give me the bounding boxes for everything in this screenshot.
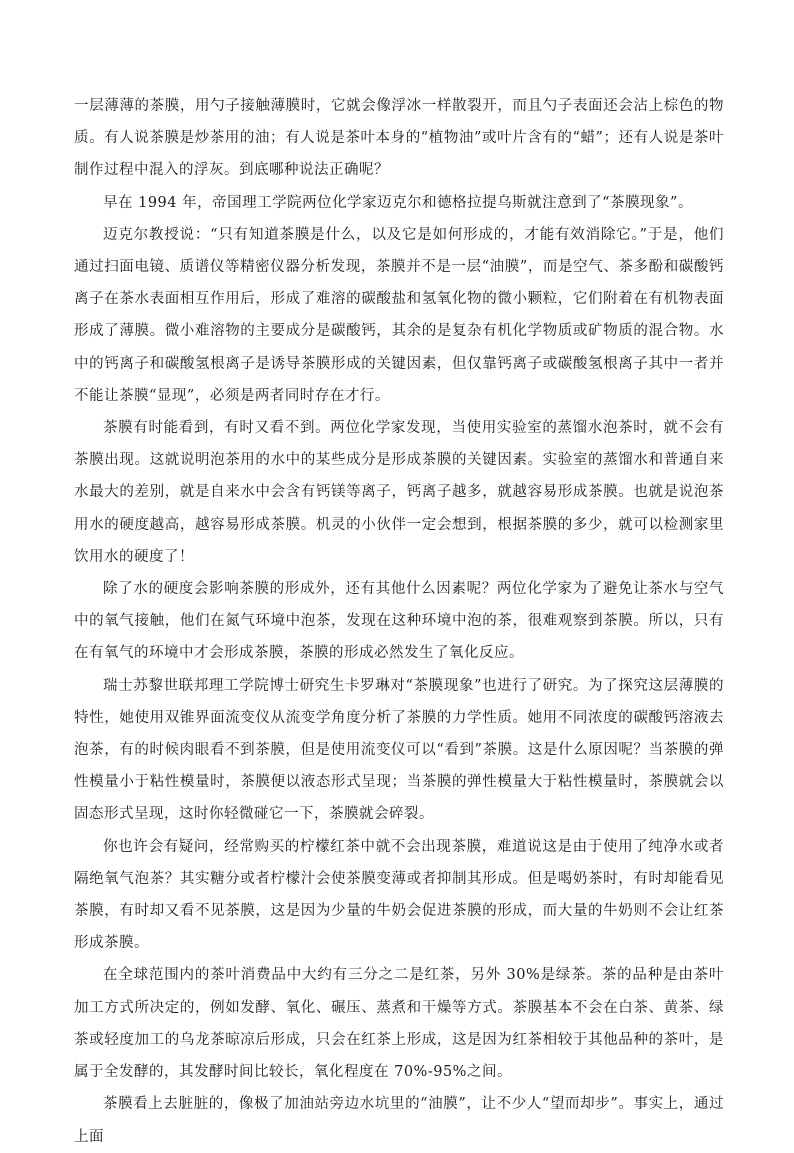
paragraph-7: 你也许会有疑问，经常购买的柠檬红茶中就不会出现茶膜，难道说这是由于使用了纯净水或者隔绝氧气泡茶？其实糖分或者柠檬汁会使茶膜变薄或者抑制其形成。但是喝奶茶时，有时却能看见茶膜，有时却又看不见茶膜，这是因为少量的牛奶会促进茶膜的形成，而大量的牛奶则不会让红茶形成茶膜。 [74,838,724,952]
paragraph-3: 迈克尔教授说：“只有知道茶膜是什么，以及它是如何形成的，才能有效消除它。”于是，他们通过扫面电镜、质谱仪等精密仪器分析发现，茶膜并不是一层“油膜”，而是空气、茶多酚和碳酸钙离子在茶水表面相互作用后，形成了难溶的碳酸盐和氢氧化物的微小颗粒，它们附着在有机物表面形成了薄膜。微小难溶物的主要成分是碳酸钙，其余的是复杂有机化学物质或矿物质的混合物。水中的钙离子和碳酸氢根离子是诱导茶膜形成的关键因素，但仅靠钙离子或碳酸氢根离子其中一者并不能让茶膜“显现”，必须是两者同时存在才行。 [74,226,724,404]
paragraph-2: 早在 1994 年，帝国理工学院两位化学家迈克尔和德格拉提乌斯就注意到了“茶膜现象”。 [103,194,693,211]
paragraph-1: 一层薄薄的茶膜，用勺子接触薄膜时，它就会像浮冰一样散裂开，而且勺子表面还会沾上棕色的物质。有人说茶膜是炒茶用的油；有人说是茶叶本身的“植物油”或叶片含有的“蜡”；还有人说是茶叶制作过程中混入的浮灰。到底哪种说法正确呢？ [74,98,724,179]
paragraph-9: 茶膜看上去脏脏的，像极了加油站旁边水坑里的“油膜”，让不少人“望而却步”。事实上，通过上面 [74,1096,724,1145]
paragraph-4: 茶膜有时能看到，有时又看不到。两位化学家发现，当使用实验室的蒸馏水泡茶时，就不会有茶膜出现。这就说明泡茶用的水中的某些成分是形成茶膜的关键因素。实验室的蒸馏水和普通自来水最大的差别，就是自来水中会含有钙镁等离子，钙离子越多，就越容易形成茶膜。也就是说泡茶用水的硬度越高，越容易形成茶膜。机灵的小伙伴一定会想到，根据茶膜的多少，就可以检测家里饮用水的硬度了！ [74,420,724,565]
document-body [74,90,724,1153]
paragraph-8: 在全球范围内的茶叶消费品中大约有三分之二是红茶，另外 30%是绿茶。茶的品种是由茶叶加工方式所决定的，例如发酵、氧化、碾压、蒸煮和干燥等方式。茶膜基本不会在白茶、黄茶、绿茶或轻度加工的乌龙茶晾凉后形成，只会在红茶上形成，这是因为红茶相较于其他品种的茶叶，是属于全发酵的，其发酵时间比较长，氧化程度在 70%-95%之间。 [74,967,724,1081]
paragraph-6: 瑞士苏黎世联邦理工学院博士研究生卡罗琳对“茶膜现象”也进行了研究。为了探究这层薄膜的特性，她使用双锥界面流变仪从流变学角度分析了茶膜的力学性质。她用不同浓度的碳酸钙溶液去泡茶，有的时候肉眼看不到茶膜，但是使用流变仪可以“看到”茶膜。这是什么原因呢？当茶膜的弹性模量小于粘性模量时，茶膜便以液态形式呈现；当茶膜的弹性模量大于粘性模量时，茶膜就会以固态形式呈现，这时你轻微碰它一下，茶膜就会碎裂。 [74,677,724,823]
paragraph-5: 除了水的硬度会影响茶膜的形成外，还有其他什么因素呢？两位化学家为了避免让茶水与空气中的氧气接触，他们在氮气环境中泡茶，发现在这种环境中泡的茶，很难观察到茶膜。所以，只有在有氧气的环境中才会形成茶膜，茶膜的形成必然发生了氧化反应。 [74,581,724,662]
